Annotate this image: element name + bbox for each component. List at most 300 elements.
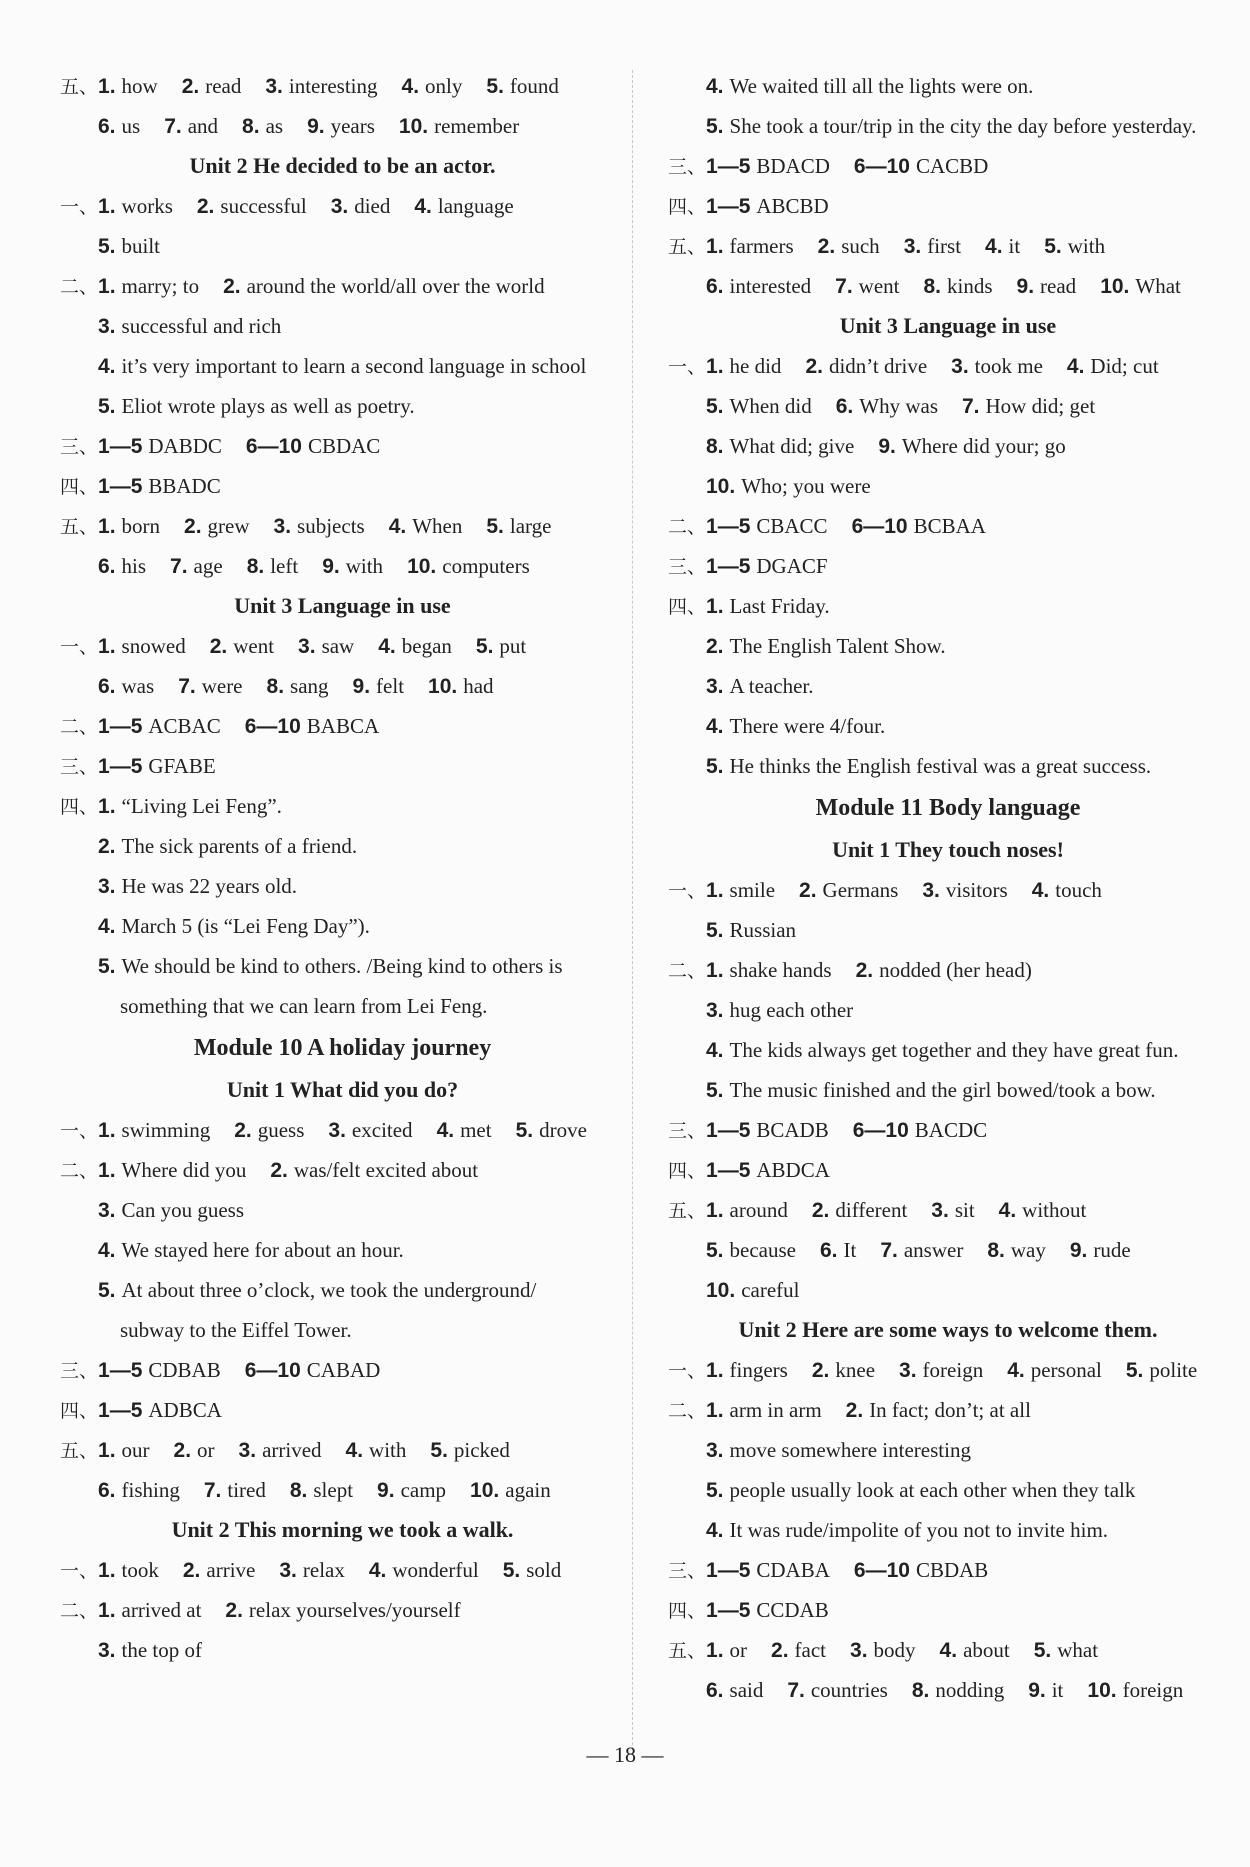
answer-number: 3. xyxy=(98,875,116,898)
section-marker: 三、 xyxy=(668,1560,707,1582)
answer-text: was/felt excited about xyxy=(293,1158,479,1182)
answer-line xyxy=(60,386,625,426)
answer-item xyxy=(846,1398,1031,1422)
answer-line xyxy=(60,826,625,866)
answer-number: 7. xyxy=(962,395,980,418)
section-marker: 五、 xyxy=(668,1200,707,1222)
answer-text: It was rude/impolite of you not to invite him. xyxy=(729,1518,1109,1542)
answer-text: CABAD xyxy=(306,1358,381,1382)
answer-text: and xyxy=(187,114,219,138)
answer-line xyxy=(668,746,1228,786)
section-marker: 一、 xyxy=(60,1560,99,1582)
answer-text: BDACD xyxy=(756,154,830,178)
answer-number: 8. xyxy=(987,1239,1005,1262)
answer-item xyxy=(470,1478,551,1502)
answer-text: When did xyxy=(729,394,812,418)
section-marker: 四、 xyxy=(668,196,707,218)
answer-number: 9. xyxy=(878,435,896,458)
unit-heading: Unit 2 This morning we took a walk. xyxy=(171,1517,514,1542)
answer-item xyxy=(1007,1358,1102,1382)
answer-number: 1. xyxy=(98,635,116,658)
answer-item xyxy=(880,1238,963,1262)
answer-text: ABDCA xyxy=(756,1158,830,1182)
answer-text: had xyxy=(463,674,494,698)
answer-item xyxy=(706,1038,1179,1062)
section-marker: 一、 xyxy=(668,880,707,902)
answer-item xyxy=(931,1198,974,1222)
answer-number: 9. xyxy=(1069,1239,1088,1262)
answer-number: 4. xyxy=(401,75,420,98)
section-marker: 三、 xyxy=(60,436,99,458)
answer-number: 1. xyxy=(98,795,116,818)
answer-number: 3. xyxy=(899,1359,917,1382)
answer-item xyxy=(1087,1678,1183,1702)
answer-text: took xyxy=(121,1558,159,1582)
answer-text: nodding xyxy=(935,1678,1005,1702)
answer-item xyxy=(854,1558,988,1582)
unit-heading: Unit 2 He decided to be an actor. xyxy=(189,153,496,178)
answer-number: 5. xyxy=(98,235,116,258)
answer-number: 9. xyxy=(352,675,371,698)
answer-text: personal xyxy=(1030,1358,1102,1382)
answer-item xyxy=(835,274,899,298)
answer-text: body xyxy=(873,1638,916,1662)
answer-text: CDBAB xyxy=(148,1358,221,1382)
answer-item xyxy=(430,1438,510,1462)
answer-item xyxy=(706,154,830,178)
answer-item xyxy=(706,1478,1135,1502)
answer-line xyxy=(668,1430,1228,1470)
section-marker: 二、 xyxy=(60,1600,99,1622)
answer-number: 2. xyxy=(182,1559,201,1582)
answer-item xyxy=(850,1638,916,1662)
answer-item xyxy=(706,194,829,218)
answer-line xyxy=(60,666,625,706)
answer-number: 4. xyxy=(706,715,724,738)
answer-line xyxy=(60,906,625,946)
answer-item xyxy=(706,1358,788,1382)
answer-text: The English Talent Show. xyxy=(729,634,946,658)
answer-item xyxy=(805,354,927,378)
answer-text: such xyxy=(841,234,880,258)
answer-text: large xyxy=(509,514,552,538)
answer-number: 5. xyxy=(475,635,494,658)
answer-item xyxy=(98,834,357,858)
answer-item xyxy=(98,234,160,258)
answer-item xyxy=(267,674,329,698)
answer-number: 5. xyxy=(706,115,724,138)
answer-item xyxy=(98,1598,201,1622)
answer-number: 3. xyxy=(706,675,724,698)
answer-number: 1—5 xyxy=(706,1159,751,1182)
answer-item xyxy=(706,394,812,418)
section-marker: 五、 xyxy=(668,236,707,258)
answer-text: rude xyxy=(1093,1238,1131,1262)
answer-text: interesting xyxy=(288,74,378,98)
answer-text: swimming xyxy=(121,1118,211,1142)
answer-line xyxy=(60,1630,625,1670)
answer-line xyxy=(60,786,625,826)
answer-item xyxy=(706,114,1196,138)
answer-number: 1. xyxy=(98,1119,116,1142)
answer-text: wonderful xyxy=(392,1558,479,1582)
answer-text: Why was xyxy=(859,394,938,418)
answer-item xyxy=(98,1438,150,1462)
answer-item xyxy=(706,1638,747,1662)
answer-number: 6—10 xyxy=(852,1119,909,1142)
answer-text: first xyxy=(927,234,962,258)
answer-number: 2. xyxy=(234,1119,252,1142)
answer-number: 2. xyxy=(196,195,215,218)
answer-text: drove xyxy=(539,1118,587,1142)
answer-line xyxy=(668,1470,1228,1510)
answer-number: 4. xyxy=(706,75,724,98)
answer-item xyxy=(812,1358,875,1382)
answer-item xyxy=(1028,1678,1063,1702)
answer-number: 3. xyxy=(850,1639,868,1662)
answer-item xyxy=(799,878,898,902)
answer-text: with xyxy=(369,1438,407,1462)
answer-line xyxy=(668,1030,1228,1070)
answer-line xyxy=(668,426,1228,466)
answer-number: 6. xyxy=(98,675,116,698)
section-marker: 四、 xyxy=(60,796,99,818)
section-marker: 五、 xyxy=(60,76,99,98)
answer-item xyxy=(706,958,832,982)
answer-text: CBDAC xyxy=(307,434,381,458)
answer-line xyxy=(60,1110,625,1150)
answer-item xyxy=(234,1118,304,1142)
answer-text: BCADB xyxy=(756,1118,829,1142)
answer-line xyxy=(60,306,625,346)
answer-number: 5. xyxy=(1125,1359,1144,1382)
answer-number: 8. xyxy=(246,555,265,578)
answer-text: relax yourselves/yourself xyxy=(248,1598,461,1622)
answer-number: 3. xyxy=(98,1199,116,1222)
answer-text: what xyxy=(1057,1638,1099,1662)
answer-number: 9. xyxy=(1016,275,1035,298)
answer-text: foreign xyxy=(922,1358,984,1382)
answer-item xyxy=(706,1198,788,1222)
answer-text: works xyxy=(121,194,173,218)
answer-item xyxy=(820,1238,856,1262)
answer-number: 6. xyxy=(98,555,116,578)
section-marker: 三、 xyxy=(668,556,707,578)
answer-number: 3. xyxy=(98,315,116,338)
answer-line xyxy=(668,586,1228,626)
answer-text: read xyxy=(1040,274,1077,298)
answer-line xyxy=(668,346,1228,386)
answer-item xyxy=(98,634,186,658)
answer-number: 6—10 xyxy=(245,435,302,458)
answer-number: 6. xyxy=(819,1239,838,1262)
answer-number: 1. xyxy=(706,1399,724,1422)
answer-number: 2. xyxy=(98,835,116,858)
section-marker: 三、 xyxy=(60,1360,99,1382)
answer-line xyxy=(60,426,625,466)
answer-text: At about three o’clock, we took the underground/ xyxy=(121,1278,537,1302)
answer-item xyxy=(98,1358,221,1382)
answer-text: left xyxy=(270,554,299,578)
section-marker: 一、 xyxy=(60,196,99,218)
answer-item xyxy=(265,74,377,98)
answer-text: about xyxy=(963,1638,1010,1662)
answer-text: tired xyxy=(227,1478,266,1502)
answer-item xyxy=(924,274,993,298)
answer-item xyxy=(999,1198,1087,1222)
answer-item xyxy=(962,394,1095,418)
answer-item xyxy=(353,674,405,698)
answer-text: excited xyxy=(351,1118,413,1142)
answer-text: went xyxy=(858,274,900,298)
answer-text: it’s very important to learn a second language in school xyxy=(121,354,587,378)
answer-number: 5. xyxy=(486,515,504,538)
answer-number: 2. xyxy=(181,75,200,98)
answer-text: In fact; don’t; at all xyxy=(869,1398,1031,1422)
answer-item xyxy=(706,1158,830,1182)
answer-number: 6. xyxy=(98,115,116,138)
answer-item xyxy=(98,1478,180,1502)
answer-number: 5. xyxy=(98,395,116,418)
answer-item xyxy=(298,634,354,658)
answer-item xyxy=(706,354,781,378)
answer-text: around xyxy=(729,1198,788,1222)
answer-number: 10. xyxy=(706,1279,736,1302)
answer-text: camp xyxy=(400,1478,447,1502)
answer-text: it xyxy=(1051,1678,1064,1702)
answer-text: said xyxy=(729,1678,764,1702)
answer-item xyxy=(706,1598,829,1622)
answer-number: 7. xyxy=(178,675,196,698)
answer-item xyxy=(706,514,828,538)
answer-item xyxy=(98,554,146,578)
answer-number: 7. xyxy=(880,1239,898,1262)
answer-line xyxy=(60,466,625,506)
answer-line xyxy=(60,1430,625,1470)
answer-item xyxy=(378,634,452,658)
answer-number: 5. xyxy=(502,1559,521,1582)
answer-number: 2. xyxy=(845,1399,864,1422)
answer-item xyxy=(516,1118,587,1142)
answer-number: 2. xyxy=(771,1639,789,1662)
answer-item xyxy=(331,194,391,218)
answer-number: 2. xyxy=(270,1159,288,1182)
answer-line xyxy=(60,546,625,586)
answer-text: subjects xyxy=(297,514,365,538)
answer-line xyxy=(60,1350,625,1390)
answer-number: 1—5 xyxy=(706,1559,751,1582)
answer-number: 4. xyxy=(414,195,432,218)
answer-item xyxy=(245,1358,381,1382)
answer-text: knee xyxy=(835,1358,876,1382)
answer-text: Can you guess xyxy=(121,1198,245,1222)
answer-line xyxy=(668,1350,1228,1390)
answer-number: 4. xyxy=(1066,355,1085,378)
answer-text: CCDAB xyxy=(756,1598,829,1622)
answer-text: A teacher. xyxy=(729,674,814,698)
answer-item xyxy=(1032,878,1102,902)
answer-text: snowed xyxy=(121,634,186,658)
answer-number: 2. xyxy=(799,879,817,902)
answer-text: read xyxy=(205,74,242,98)
answer-item xyxy=(706,274,811,298)
answer-item xyxy=(1100,274,1181,298)
answer-number: 2. xyxy=(811,1359,830,1382)
answer-line xyxy=(60,226,625,266)
answer-text: Germans xyxy=(822,878,899,902)
answer-text: CBACC xyxy=(756,514,828,538)
answer-item xyxy=(270,1158,478,1182)
answer-number: 3. xyxy=(903,235,922,258)
answer-number: 5. xyxy=(430,1439,448,1462)
answer-text: picked xyxy=(453,1438,510,1462)
answer-item xyxy=(951,354,1043,378)
answer-text: ABCBD xyxy=(756,194,829,218)
answer-line xyxy=(60,1550,625,1590)
answer-item xyxy=(242,114,283,138)
answer-number: 5. xyxy=(706,1239,724,1262)
answer-text: Russian xyxy=(729,918,797,942)
answer-number: 3. xyxy=(238,1439,257,1462)
answer-line xyxy=(60,866,625,906)
answer-line xyxy=(60,1390,625,1430)
section-marker: 二、 xyxy=(60,716,99,738)
answer-number: 7. xyxy=(787,1679,805,1702)
answer-text: as xyxy=(265,114,284,138)
answer-text: people usually look at each other when they talk xyxy=(729,1478,1136,1502)
answer-text: remember xyxy=(434,114,520,138)
answer-number: 10. xyxy=(407,555,437,578)
answer-text: or xyxy=(197,1438,215,1462)
answer-number: 1—5 xyxy=(706,1119,751,1142)
answer-text: way xyxy=(1010,1238,1046,1262)
answer-item xyxy=(987,1238,1046,1262)
answer-item xyxy=(706,1438,971,1462)
section-marker: 四、 xyxy=(60,1400,99,1422)
answer-number: 5. xyxy=(515,1119,534,1142)
answer-line xyxy=(60,186,625,226)
answer-text: felt xyxy=(376,674,405,698)
answer-text: relax xyxy=(302,1558,345,1582)
answer-number: 1—5 xyxy=(706,515,751,538)
answer-text: nodded (her head) xyxy=(879,958,1032,982)
answer-line xyxy=(668,626,1228,666)
answer-line xyxy=(668,950,1228,990)
section-marker: 四、 xyxy=(668,596,707,618)
answer-line xyxy=(60,106,625,146)
answer-item xyxy=(706,74,1033,98)
answer-item xyxy=(476,634,526,658)
answer-line xyxy=(668,1230,1228,1270)
unit-heading: Unit 2 Here are some ways to welcome them. xyxy=(738,1317,1158,1342)
answer-number: 3. xyxy=(279,1559,297,1582)
answer-number: 4. xyxy=(388,515,407,538)
answer-number: 2. xyxy=(184,515,202,538)
answer-number: 6. xyxy=(98,1479,116,1502)
answer-line xyxy=(60,946,625,986)
answer-number: 5. xyxy=(486,75,504,98)
answer-text: What did; give xyxy=(729,434,855,458)
answer-text: What xyxy=(1135,274,1181,298)
answer-number: 6. xyxy=(835,395,854,418)
answer-text: took me xyxy=(974,354,1043,378)
answer-item xyxy=(853,1118,987,1142)
answer-number: 1—5 xyxy=(98,715,143,738)
answer-text: didn’t drive xyxy=(828,354,928,378)
answer-text: “Living Lei Feng”. xyxy=(121,794,282,818)
answer-text: again xyxy=(505,1478,551,1502)
section-marker: 四、 xyxy=(668,1160,707,1182)
answer-item xyxy=(706,1238,796,1262)
answer-item xyxy=(182,74,242,98)
answer-number: 3. xyxy=(298,635,316,658)
answer-item xyxy=(706,434,854,458)
answer-text: the top of xyxy=(121,1638,202,1662)
answer-number: 4. xyxy=(706,1039,724,1062)
answer-number: 3. xyxy=(931,1199,949,1222)
answer-number: 1. xyxy=(98,1559,116,1582)
answer-line xyxy=(668,666,1228,706)
answer-number: 5. xyxy=(706,919,724,942)
answer-number: 1—5 xyxy=(706,155,751,178)
answer-number: 3. xyxy=(98,1639,116,1662)
answer-text: Where did you xyxy=(121,1158,247,1182)
unit-heading: Unit 1 They touch noses! xyxy=(832,837,1064,862)
answer-item xyxy=(307,114,375,138)
answer-item xyxy=(706,234,794,258)
answer-item xyxy=(787,1678,888,1702)
answer-item xyxy=(1017,274,1077,298)
answer-text: The music finished and the girl bowed/took a bow. xyxy=(729,1078,1156,1102)
answer-item xyxy=(225,1598,460,1622)
answer-line xyxy=(60,1230,625,1270)
answer-number: 1. xyxy=(98,195,116,218)
answer-number: 3. xyxy=(922,879,940,902)
answer-item xyxy=(854,154,988,178)
section-marker: 一、 xyxy=(60,636,99,658)
answer-text: DABDC xyxy=(148,434,222,458)
section-marker: 四、 xyxy=(668,1600,707,1622)
answer-text: began xyxy=(401,634,452,658)
answer-text: foreign xyxy=(1122,1678,1184,1702)
answer-number: 5. xyxy=(98,1279,116,1302)
answer-item xyxy=(414,194,513,218)
answer-number: 2. xyxy=(209,635,228,658)
answer-number: 2. xyxy=(811,1199,830,1222)
right-column xyxy=(668,66,1228,1710)
answer-line xyxy=(668,1550,1228,1590)
answer-text: sit xyxy=(954,1198,975,1222)
section-marker: 四、 xyxy=(60,476,99,498)
answer-number: 3. xyxy=(951,355,969,378)
answer-number: 1—5 xyxy=(98,1399,143,1422)
answer-item xyxy=(486,514,551,538)
module-heading: Module 11 Body language xyxy=(815,795,1081,821)
answer-number: 6—10 xyxy=(853,1559,910,1582)
answer-line xyxy=(668,466,1228,506)
answer-number: 1. xyxy=(98,515,116,538)
answer-item xyxy=(836,394,938,418)
answer-text: BABCA xyxy=(306,714,380,738)
answer-item xyxy=(98,74,158,98)
answer-text: hug each other xyxy=(729,998,854,1022)
column-divider xyxy=(632,70,633,1750)
answer-number: 4. xyxy=(368,1559,387,1582)
section-marker: 二、 xyxy=(668,516,707,538)
answer-number: 3. xyxy=(706,999,724,1022)
answer-item xyxy=(98,794,282,818)
answer-line xyxy=(60,506,625,546)
